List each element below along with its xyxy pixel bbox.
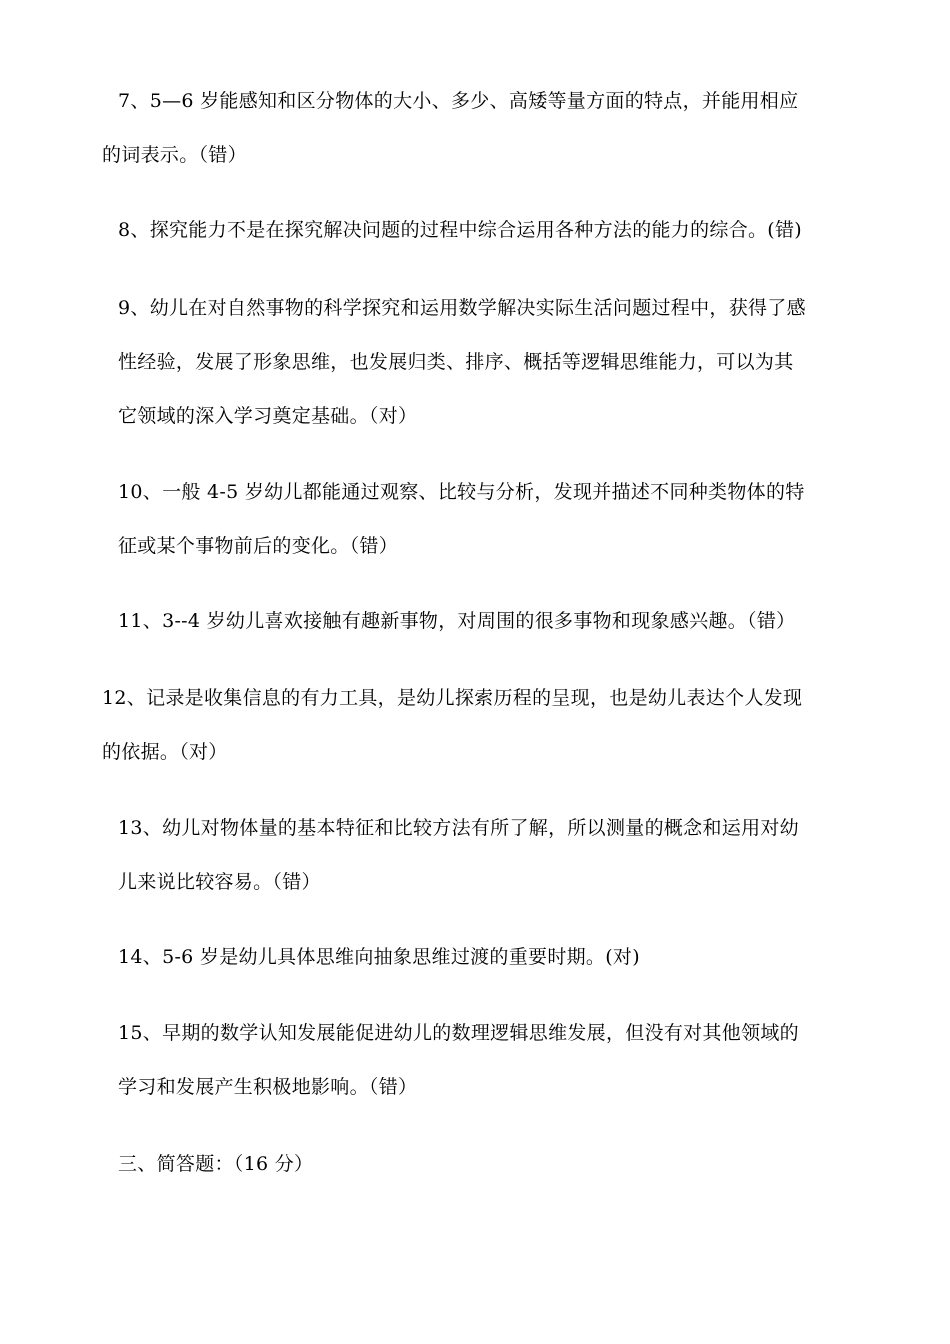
question-11-line-1: 11、3--4 岁幼儿喜欢接触有趣新事物，对周围的很多事物和现象感兴趣。（错） bbox=[118, 610, 796, 632]
question-15-line-1: 15、早期的数学认知发展能促进幼儿的数理逻辑思维发展，但没有对其他领域的 bbox=[118, 1022, 799, 1044]
question-15-line-2: 学习和发展产生积极地影响。（错） bbox=[118, 1076, 418, 1098]
question-9-line-2: 性经验，发展了形象思维，也发展归类、排序、概括等逻辑思维能力，可以为其 bbox=[118, 351, 794, 373]
question-13-line-2: 儿来说比较容易。（错） bbox=[118, 871, 321, 893]
question-12-line-1: 12、记录是收集信息的有力工具，是幼儿探索历程的呈现，也是幼儿表达个人发现 bbox=[102, 687, 803, 709]
question-8-line-1: 8、探究能力不是在探究解决问题的过程中综合运用各种方法的能力的综合。(错) bbox=[118, 219, 803, 241]
section-heading-short-answer: 三、简答题：（16 分） bbox=[118, 1153, 314, 1175]
question-7-line-2: 的词表示。（错） bbox=[102, 144, 247, 166]
question-10-line-1: 10、一般 4-5 岁幼儿都能通过观察、比较与分析，发现并描述不同种类物体的特 bbox=[118, 481, 805, 503]
question-9-line-1: 9、幼儿在对自然事物的科学探究和运用数学解决实际生活问题过程中，获得了感 bbox=[118, 297, 806, 319]
question-13-line-1: 13、幼儿对物体量的基本特征和比较方法有所了解，所以测量的概念和运用对幼 bbox=[118, 817, 799, 839]
question-9-line-3: 它领域的深入学习奠定基础。（对） bbox=[118, 405, 418, 427]
question-12-line-2: 的依据。（对） bbox=[102, 741, 228, 763]
question-10-line-2: 征或某个事物前后的变化。（错） bbox=[118, 535, 399, 557]
question-7-line-1: 7、5—6 岁能感知和区分物体的大小、多少、高矮等量方面的特点，并能用相应 bbox=[118, 90, 799, 112]
question-14-line-1: 14、5-6 岁是幼儿具体思维向抽象思维过渡的重要时期。(对) bbox=[118, 946, 640, 968]
